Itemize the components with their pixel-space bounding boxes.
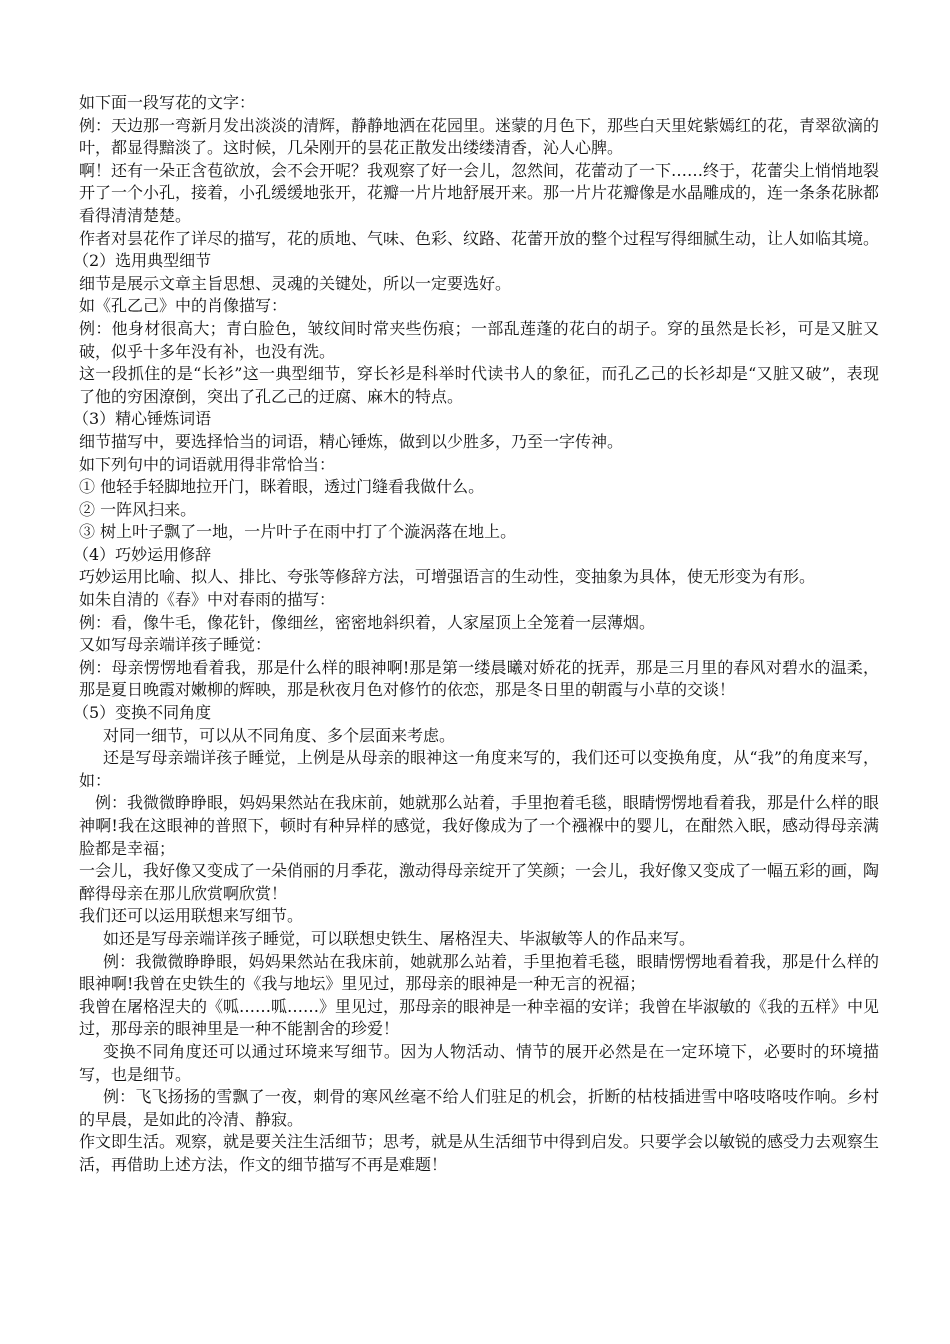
document-page (73, 92, 880, 1177)
paragraph: 例：天边那一弯新月发出淡淡的清辉，静静地洒在花园里。迷蒙的月色下，那些白天里姹紫嫣红的花，青翠欲滴的叶，都显得黯淡了。这时候，几朵刚开的昙花正散发出缕缕清香，沁人心脾。 (79, 115, 880, 158)
paragraph: 例：我微微睁睁眼，妈妈果然站在我床前，她就那么站着，手里抱着毛毯，眼睛愣愣地看着我，那是什么样的眼神啊!我在这眼神的普照下，顿时有种异样的感觉，我好像成为了一个襁褓中的婴儿，在酣然入眠，感动得母亲满脸都是幸福； (79, 793, 880, 858)
section-heading: （4）巧妙运用修辞 (73, 544, 212, 564)
section-heading: （3）精心锤炼词语 (73, 409, 212, 429)
paragraph: 如还是写母亲端详孩子睡觉，可以联想史铁生、屠格涅夫、毕淑敏等人的作品来写。 (103, 928, 696, 948)
paragraph: 例：看，像牛毛，像花针，像细丝，密密地斜织着，人家屋顶上全笼着一层薄烟。 (79, 612, 656, 632)
paragraph: 这一段抓住的是“长衫”这一典型细节，穿长衫是科举时代读书人的象征，而孔乙己的长衫却是“又脏又破”，表现了他的穷困潦倒，突出了孔乙己的迂腐、麻木的特点。 (79, 364, 879, 406)
paragraph: 我们还可以运用联想来写细节。 (79, 906, 304, 926)
paragraph: 细节是展示文章主旨思想、灵魂的关键处，所以一定要选好。 (79, 273, 512, 293)
paragraph: 啊！还有一朵正含苞欲放，会不会开呢？我观察了好一会儿，忽然间，花蕾动了一下……终于，花蕾尖上悄悄地裂开了一个小孔，接着，小孔缓缓地张开，花瓣一片片地舒展开来。那一片片花瓣像是水晶雕成的，连一条条花脉都看得清清楚楚。 (79, 160, 880, 225)
paragraph: 变换不同角度还可以通过环境来写细节。因为人物活动、情节的展开必然是在一定环境下，必要时的环境描写，也是细节。 (79, 1041, 879, 1084)
paragraph: 例：他身材很高大；青白脸色，皱纹间时常夹些伤痕；一部乱莲蓬的花白的胡子。穿的虽然是长衫，可是又脏又破，似乎十多年没有补，也没有洗。 (79, 318, 879, 361)
paragraph: 还是写母亲端详孩子睡觉，上例是从母亲的眼神这一角度来写的，我们还可以变换角度，从“我”的角度来写，如： (79, 748, 879, 790)
paragraph: 巧妙运用比喻、拟人、排比、夸张等修辞方法，可增强语言的生动性，变抽象为具体，使无形变为有形。 (79, 567, 816, 587)
paragraph: 对同一细节，可以从不同角度、多个层面来考虑。 (103, 725, 456, 745)
paragraph: 如下列句中的词语就用得非常恰当： (79, 454, 336, 474)
paragraph: 如朱自清的《春》中对春雨的描写： (79, 590, 336, 610)
paragraph: 如下面一段写花的文字： (79, 93, 256, 112)
paragraph: 例：母亲愣愣地看着我，那是什么样的眼神啊!那是第一缕晨曦对娇花的抚弄，那是三月里的春风对碧水的温柔，那是夏日晚霞对嫩柳的辉映，那是秋夜月色对修竹的依恋，那是冬日里的朝霞与小草的交谈！ (79, 657, 879, 700)
section-heading: （5）变换不同角度 (73, 703, 212, 723)
paragraph: 作文即生活。观察，就是要关注生活细节；思考，就是从生活细节中得到启发。只要学会以敏锐的感受力去观察生活，再借助上述方法，作文的细节描写不再是难题！ (79, 1132, 880, 1174)
paragraph: 一会儿，我好像又变成了一朵俏丽的月季花，激动得母亲绽开了笑颜；一会儿，我好像又变成了一幅五彩的画，陶醉得母亲在那儿欣赏啊欣赏！ (79, 861, 880, 903)
list-item: ② 一阵风扫来。 (79, 499, 197, 519)
paragraph: 细节描写中，要选择恰当的词语，精心锤炼，做到以少胜多，乃至一字传神。 (79, 431, 624, 451)
list-item: ③ 树上叶子飘了一地，一片叶子在雨中打了个漩涡落在地上。 (79, 522, 517, 542)
paragraph: 我曾在屠格涅夫的《呱……呱……》里见过，那母亲的眼神是一种幸福的安详；我曾在毕淑敏的《我的五样》中见过，那母亲的眼神里是一种不能割舍的珍爱！ (79, 996, 880, 1039)
paragraph: 例：我微微睁睁眼，妈妈果然站在我床前，她就那么站着，手里抱着毛毯，眼睛愣愣地看着我，那是什么样的眼神啊!我曾在史铁生的《我与地坛》里见过，那母亲的眼神是一种无言的祝福； (79, 951, 879, 994)
paragraph: 作者对昙花作了详尽的描写，花的质地、气味、色彩、纹路、花蕾开放的整个过程写得细腻生动，让人如临其境。 (79, 228, 880, 248)
paragraph: 又如写母亲端详孩子睡觉： (79, 635, 272, 655)
section-heading: （2）选用典型细节 (73, 251, 212, 271)
list-item: ① 他轻手轻脚地拉开门，眯着眼，透过门缝看我做什么。 (79, 477, 485, 497)
paragraph: 如《孔乙己》中的肖像描写： (79, 296, 288, 316)
paragraph: 例：飞飞扬扬的雪飘了一夜，刺骨的寒风丝毫不给人们驻足的机会，折断的枯枝插进雪中咯吱咯吱作响。乡村的早晨，是如此的冷清、静寂。 (79, 1087, 879, 1129)
